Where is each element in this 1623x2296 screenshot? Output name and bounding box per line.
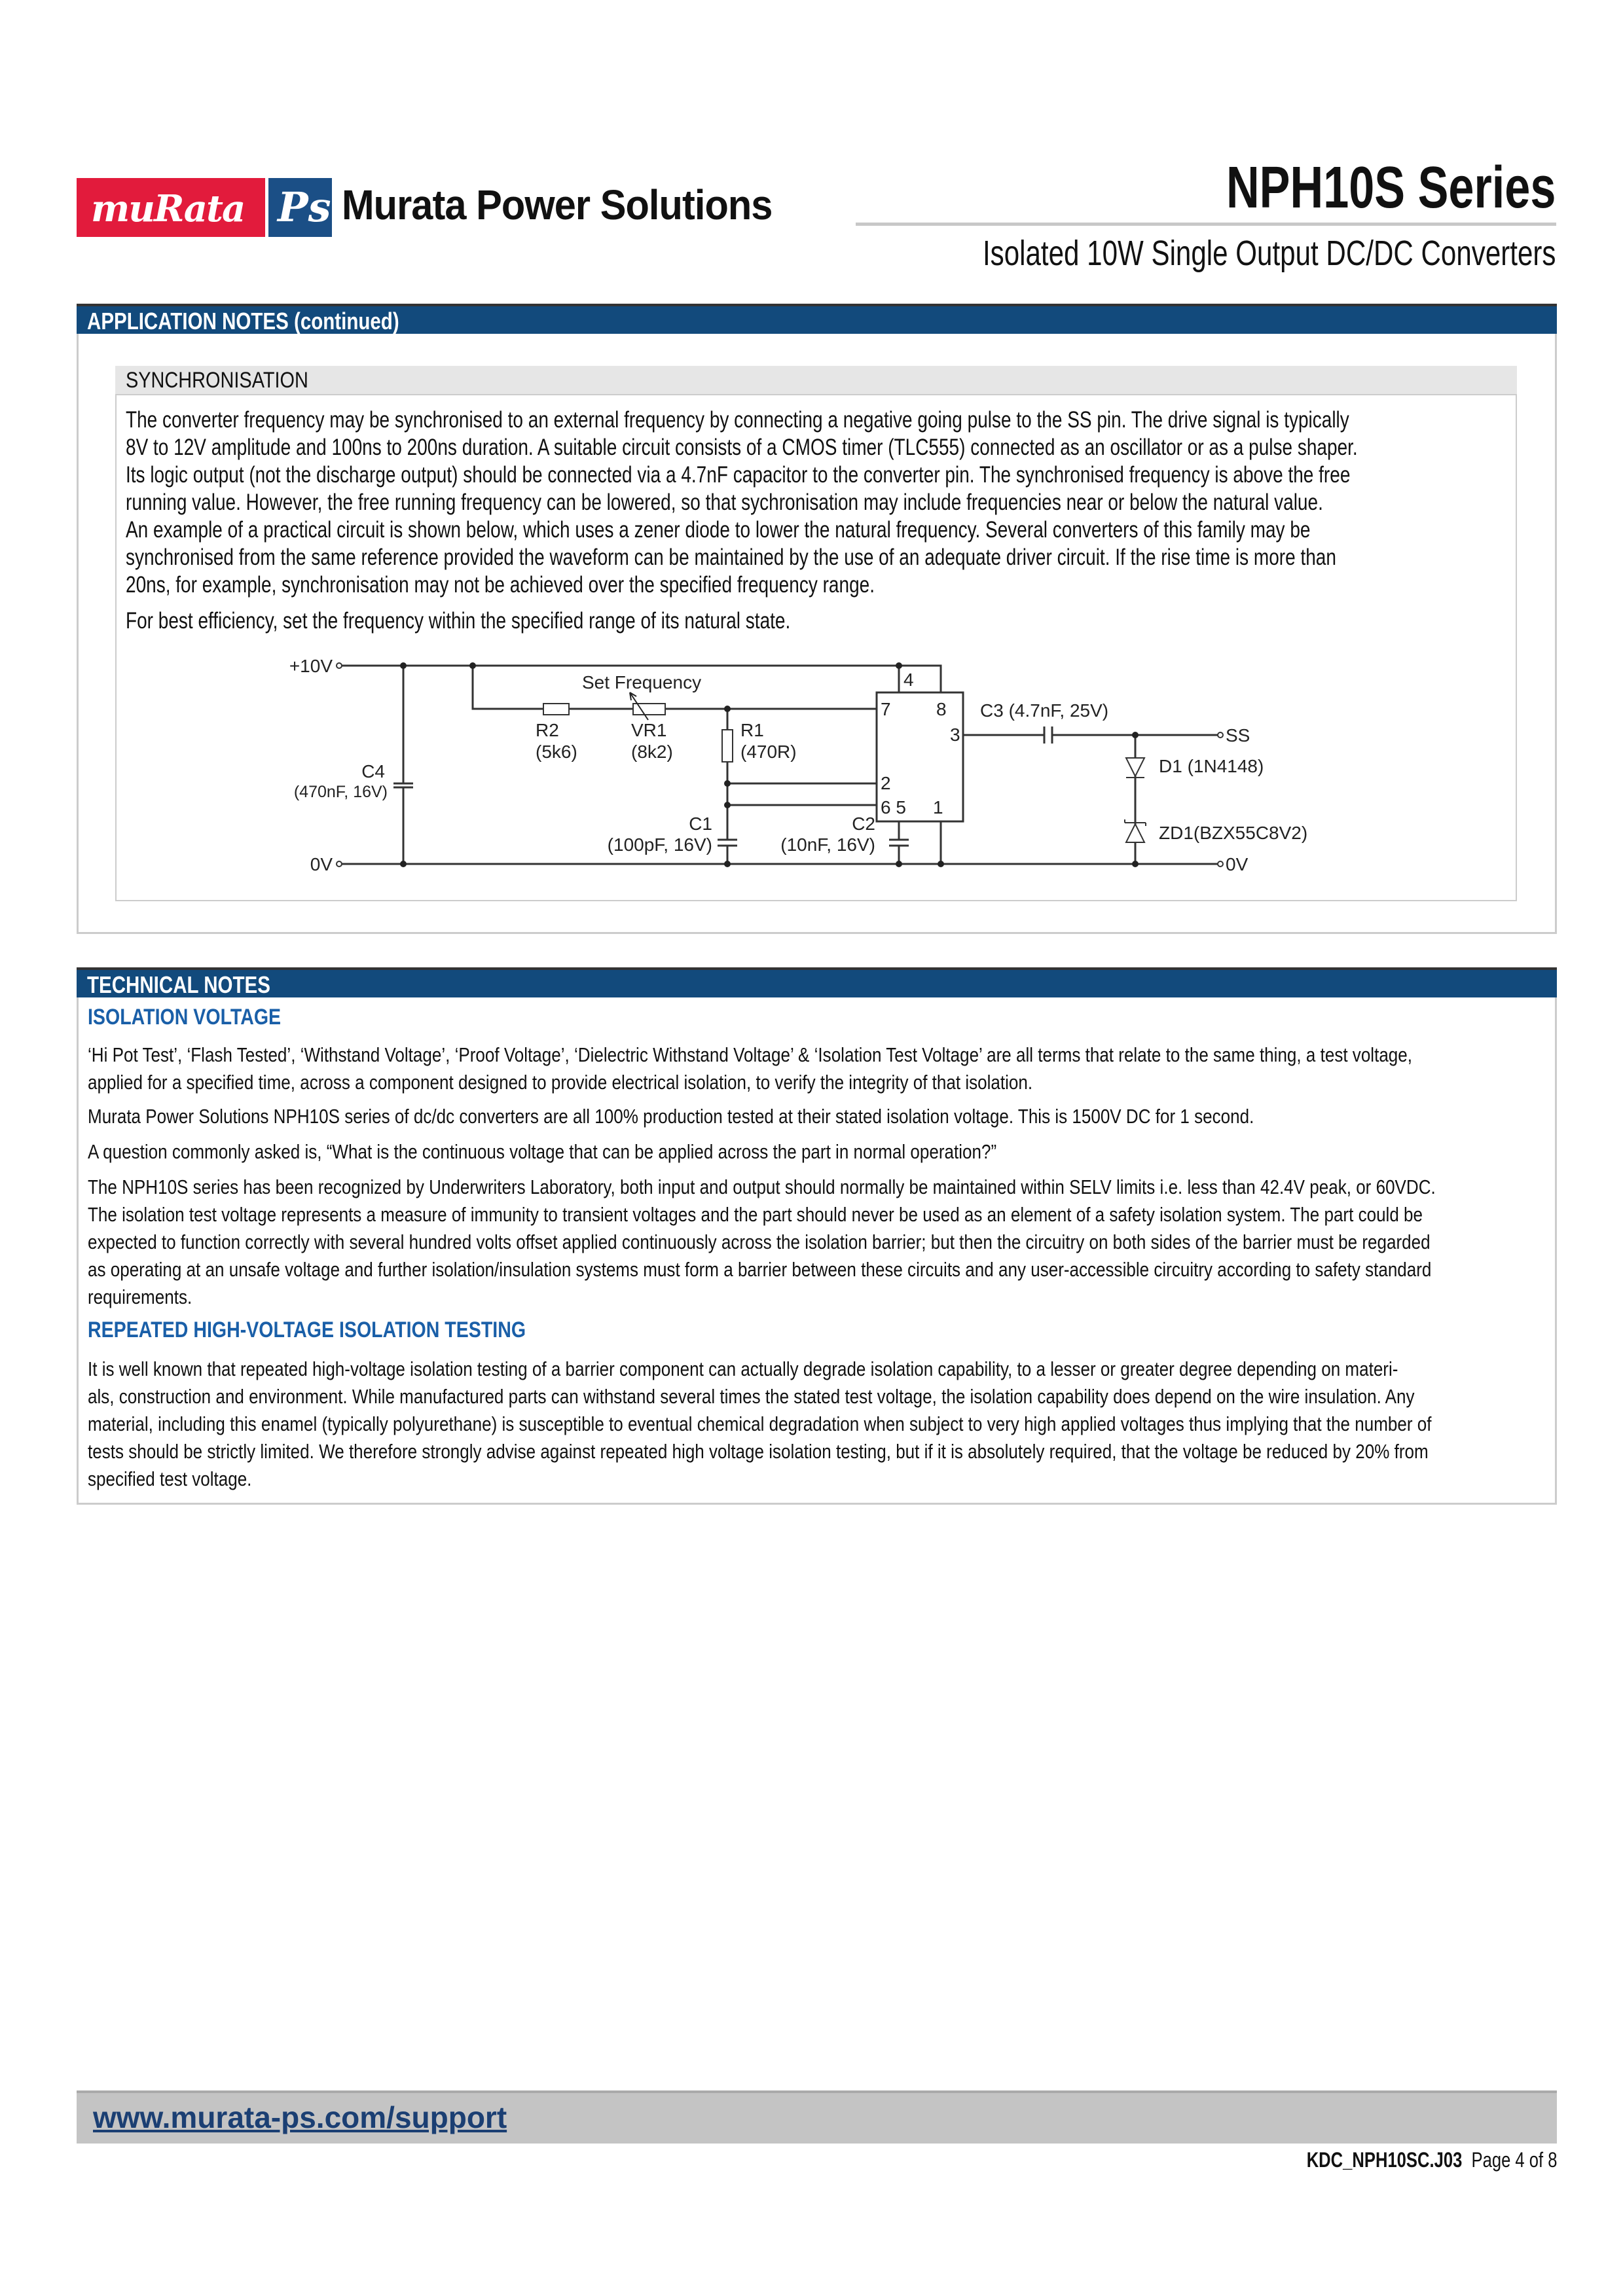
c3-label: C3 (4.7nF, 25V) — [980, 700, 1109, 721]
c1-capacitor — [718, 840, 737, 846]
brand-name: Murata Power Solutions — [342, 181, 773, 228]
sync-circuit-diagram — [0, 0, 1623, 916]
plus10v-label: +10V — [289, 656, 333, 676]
isolation-voltage-heading: ISOLATION VOLTAGE — [88, 1005, 282, 1030]
text-line: A question commonly asked is, “What is the continuous voltage that can be applied across the part in normal operation?” — [88, 1140, 997, 1163]
isolation-paragraph-1 — [88, 1041, 1412, 1096]
text-line: material, including this enamel (typically polyurethane) is susceptible to eventual chemical degradation when subject to very high applied voltages thus implying that the number of — [88, 1412, 1432, 1435]
support-link[interactable]: www.murata-ps.com/support — [93, 2100, 507, 2134]
technical-notes-header — [77, 967, 1557, 997]
murata-logo-text: muRata — [91, 187, 245, 230]
text-line: requirements. — [88, 1285, 192, 1308]
text-line: als, construction and environment. While manufactured parts can withstand several times the stated test voltage, the isolation capability does depend on the wire insulation. Any — [88, 1385, 1415, 1408]
text-line: synchronised from the same reference provided the waveform can be maintained by the use of an adequate driver circuit. If the rise time is more than — [126, 545, 1336, 570]
r1-value: (470R) — [740, 742, 797, 762]
circuit-wires — [342, 666, 1218, 864]
c4-capacitor — [393, 783, 413, 787]
text-line: The converter frequency may be synchronised to an external frequency by connecting a negative going pulse to the SS pin. The drive signal is typically — [126, 407, 1349, 433]
r2-value: (5k6) — [536, 742, 577, 762]
c1-value: (100pF, 16V) — [607, 834, 712, 855]
text-line: as operating at an unsafe voltage and further isolation/insulation systems must form a barrier between these circuits and any user-accessible circuitry according to safety standard — [88, 1258, 1432, 1281]
pin-3-label: 3 — [950, 725, 960, 745]
c1-label: C1 — [689, 814, 712, 834]
text-line: 8V to 12V amplitude and 100ns to 200ns duration. A suitable circuit consists of a CMOS timer (TLC555) connected as an oscillator or as a pulse shaper. — [126, 435, 1358, 460]
zero-v-left-label: 0V — [310, 854, 333, 874]
pin-2-label: 2 — [881, 773, 891, 793]
r2-label: R2 — [536, 720, 559, 740]
c2-label: C2 — [852, 814, 875, 834]
text-line: applied for a specified time, across a component designed to provide electrical isolation, to verify the integrity of that isolation. — [88, 1071, 1033, 1094]
zero-v-right-label: 0V — [1226, 854, 1249, 874]
text-line: For best efficiency, set the frequency within the specified range of its natural state. — [126, 608, 791, 634]
c4-value: (470nF, 16V) — [293, 783, 388, 801]
ps-logo-text: Ps — [278, 183, 331, 231]
text-line: It is well known that repeated high-voltage isolation testing of a barrier component can actually degrade isolation capability, to a lesser or greater degree depending on materi- — [88, 1357, 1398, 1380]
r1-resistor — [722, 730, 733, 762]
text-line: The isolation test voltage represents a measure of immunity to transient voltages and the part should never be used as an element of a safety isolation system. The part could be — [88, 1203, 1423, 1226]
text-line: Its logic output (not the discharge output) should be connected via a 4.7nF capacitor to the converter pin. The synchronised frequency is above the free — [126, 462, 1351, 488]
ss-label: SS — [1226, 725, 1250, 745]
text-line: ‘Hi Pot Test’, ‘Flash Tested’, ‘Withstand Voltage’, ‘Proof Voltage’, ‘Dielectric Withstand Voltage’ & ‘Isolation Test Voltage’ are all terms that relate to the same thing, a test voltage, — [88, 1043, 1413, 1066]
text-line: Murata Power Solutions NPH10S series of dc/dc converters are all 100% production tested at their stated isolation voltage. This is 1500V DC for 1 second. — [88, 1105, 1254, 1128]
pin-7-label: 7 — [881, 699, 891, 719]
c2-value: (10nF, 16V) — [780, 834, 875, 855]
pin-4-label: 4 — [903, 670, 914, 690]
text-line: specified test voltage. — [88, 1467, 252, 1490]
c2-capacitor — [889, 840, 909, 846]
zd1-zener-icon — [1125, 819, 1146, 842]
junction-dots — [400, 662, 1139, 867]
text-line: An example of a practical circuit is shown below, which uses a zener diode to lower the natural frequency. Several converters of this family may be — [126, 517, 1311, 543]
footer-bar — [77, 2090, 1557, 2144]
isolation-paragraph-2 — [88, 1103, 1254, 1130]
set-frequency-label: Set Frequency — [582, 672, 702, 692]
document-code: KDC_NPH10SC.J03 — [1306, 2148, 1462, 2172]
pin-1-label: 1 — [933, 797, 943, 817]
repeated-testing-heading: REPEATED HIGH-VOLTAGE ISOLATION TESTING — [88, 1318, 526, 1342]
d1-diode-icon — [1126, 758, 1144, 778]
pin-8-label: 8 — [936, 699, 947, 719]
text-line: 20ns, for example, synchronisation may not be achieved over the specified frequency range. — [126, 572, 875, 598]
vr1-label: VR1 — [631, 720, 667, 740]
d1-label: D1 (1N4148) — [1159, 756, 1264, 776]
r1-label: R1 — [740, 720, 764, 740]
vr1-value: (8k2) — [631, 742, 673, 762]
technical-notes-title: TECHNICAL NOTES — [87, 971, 270, 998]
repeated-testing-paragraph — [88, 1355, 1432, 1493]
page-info — [1306, 2148, 1557, 2172]
isolation-paragraph-4 — [88, 1174, 1436, 1311]
synchronisation-title: SYNCHRONISATION — [126, 368, 308, 393]
application-notes-title: APPLICATION NOTES (continued) — [87, 308, 399, 334]
isolation-paragraph-3 — [88, 1138, 996, 1166]
text-line: tests should be strictly limited. We therefore strongly advise against repeated high voltage isolation testing, but if it is absolutely required, that the voltage be reduced by 20% from — [88, 1440, 1429, 1463]
page-subtitle: Isolated 10W Single Output DC/DC Converters — [982, 234, 1556, 273]
text-line: expected to function correctly with several hundred volts offset applied continuously across the isolation barrier; but then the circuitry on both sides of the barrier must be regarded — [88, 1230, 1431, 1253]
text-line: The NPH10S series has been recognized by Underwriters Laboratory, both input and output should normally be maintained within SELV limits i.e. less than 42.4V peak, or 60VDC. — [88, 1175, 1436, 1198]
c4-label: C4 — [361, 761, 385, 781]
pin-6-5-label: 6 5 — [881, 797, 906, 817]
zd1-label: ZD1(BZX55C8V2) — [1159, 823, 1308, 843]
page-number: Page 4 of 8 — [1471, 2148, 1557, 2172]
text-line: running value. However, the free running frequency can be lowered, so that sychronisation may include frequencies near or below the natural value. — [126, 490, 1323, 515]
r2-resistor — [543, 704, 569, 715]
c3-capacitor — [1044, 726, 1052, 744]
page-title: NPH10S Series — [1226, 155, 1556, 221]
terminals — [337, 663, 1223, 867]
